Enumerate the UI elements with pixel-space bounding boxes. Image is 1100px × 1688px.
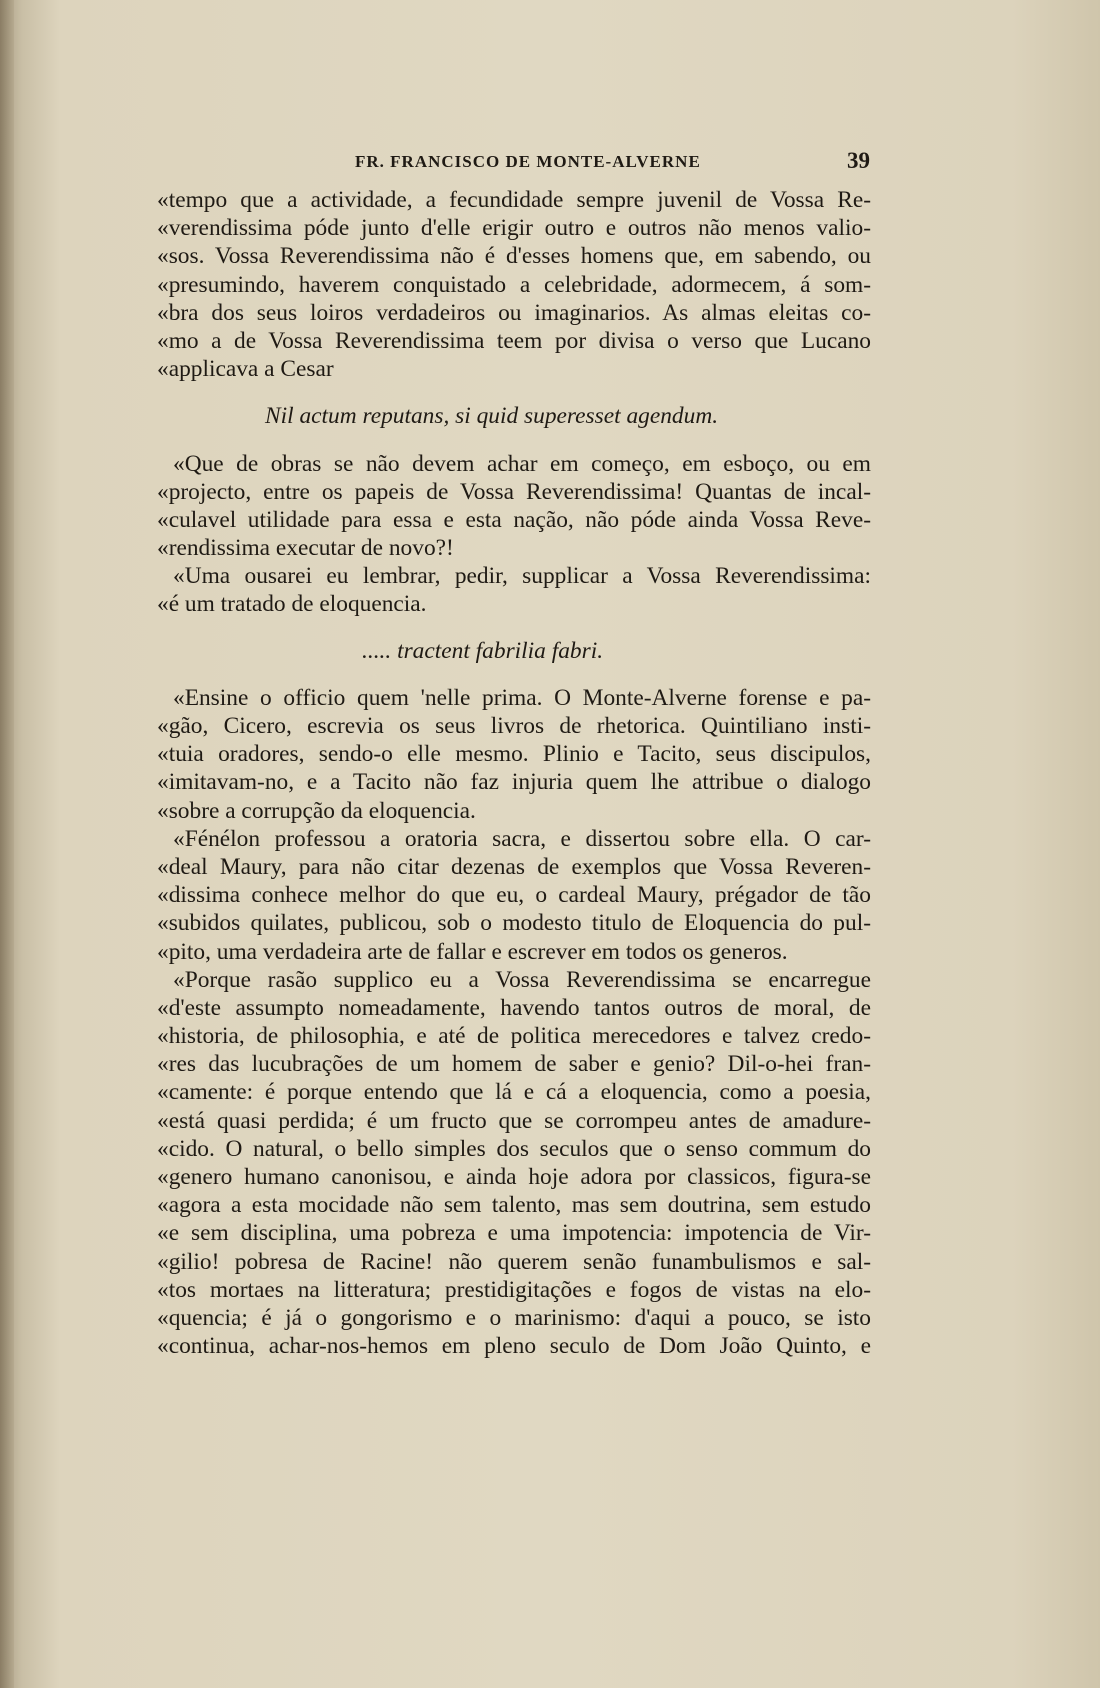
text-line: «genero humano canonisou, e ainda hoje adora por classicos, figura-se <box>157 1164 871 1190</box>
text-line: «d'este assumpto nomeadamente, havendo tantos outros de moral, de <box>157 994 871 1021</box>
text-line: «culavel utilidade para essa e esta nação, não póde ainda Vossa Reve- <box>157 506 871 533</box>
text-line: «está quasi perdida; é um fructo que se corrompeu antes de amadure- <box>157 1107 871 1134</box>
text-line: «camente: é porque entendo que lá e cá a eloquencia, como a poesia, <box>157 1079 871 1106</box>
body-text <box>157 186 871 1360</box>
page-header <box>140 148 870 178</box>
text-line: «mo a de Vossa Reverendissima teem por divisa o verso que Lucano <box>157 327 871 354</box>
text-line: «Porque rasão supplico eu a Vossa Reverendissima se encarregue <box>173 966 871 993</box>
text-line: «Fénélon professou a oratoria sacra, e dissertou sobre ella. O car- <box>173 825 871 852</box>
text-line: «tos mortaes na litteratura; prestidigitações e fogos de vistas na elo- <box>157 1276 871 1303</box>
text-line: «imitavam-no, e a Tacito não faz injuria quem lhe attribue o dialogo <box>157 769 871 796</box>
running-title: FR. FRANCISCO DE MONTE-ALVERNE <box>355 152 701 171</box>
paragraph <box>157 562 871 618</box>
latin-quote: ..... tractent fabrilia fabri. <box>362 637 604 664</box>
text-line: «projecto, entre os papeis de Vossa Reverendissima! Quantas de incal- <box>157 478 871 505</box>
latin-quote: Nil actum reputans, si quid superesset agendum. <box>265 403 719 430</box>
text-line: «Ensine o officio quem 'nelle prima. O Monte-Alverne forense e pa- <box>173 684 871 711</box>
text-line: «cido. O natural, o bello simples dos seculos que o senso commum do <box>157 1135 871 1162</box>
paragraph <box>157 186 871 383</box>
text-line: «rendissima executar de novo?! <box>157 535 454 562</box>
page-number: 39 <box>847 148 870 173</box>
text-line: «dissima conhece melhor do que eu, o cardeal Maury, prégador de tão <box>157 882 871 909</box>
text-line: «sos. Vossa Reverendissima não é d'esses homens que, em sabendo, ou <box>157 243 871 270</box>
text-line: «presumindo, haverem conquistado a celebridade, adormecem, á som- <box>157 271 871 298</box>
text-line: «verendissima póde junto d'elle erigir outro e outros não menos valio- <box>157 215 871 242</box>
text-line: «sobre a corrupção da eloquencia. <box>157 797 476 824</box>
text-line: «applicava a Cesar <box>157 356 334 383</box>
text-line: «res das lucubrações de um homem de saber e genio? Dil-o-hei fran- <box>157 1051 871 1078</box>
text-line: «continua, achar-nos-hemos em pleno seculo de Dom João Quinto, e <box>157 1333 871 1360</box>
page-spine-shadow <box>0 0 14 1688</box>
text-line: «é um tratado de eloquencia. <box>157 591 427 618</box>
text-line: «agora a esta mocidade não sem talento, mas sem doutrina, sem estudo <box>157 1192 871 1219</box>
text-line: «pito, uma verdadeira arte de fallar e escrever em todos os generos. <box>157 938 788 965</box>
text-line: «quencia; é já o gongorismo e o marinismo: d'aqui a pouco, se isto <box>157 1304 871 1331</box>
text-line: «Que de obras se não devem achar em começo, em esboço, ou em <box>173 450 871 477</box>
text-line: «subidos quilates, publicou, sob o modesto titulo de Eloquencia do pul- <box>157 910 871 937</box>
text-line: «deal Maury, para não citar dezenas de exemplos que Vossa Reveren- <box>157 853 871 880</box>
text-line: «tuia oradores, sendo-o elle mesmo. Plinio e Tacito, seus discipulos, <box>157 741 871 768</box>
paragraph <box>157 450 871 563</box>
text-line: «Uma ousarei eu lembrar, pedir, supplicar a Vossa Reverendissima: <box>173 563 871 590</box>
text-line: «bra dos seus loiros verdadeiros ou imaginarios. As almas eleitas co- <box>157 299 871 326</box>
text-line: «gilio! pobresa de Racine! não querem senão funambulismos e sal- <box>157 1248 871 1275</box>
paragraph <box>157 825 871 966</box>
text-line: «gão, Cicero, escrevia os seus livros de rhetorica. Quintiliano insti- <box>157 713 871 739</box>
text-line: «tempo que a actividade, a fecundidade sempre juvenil de Vossa Re- <box>157 187 871 213</box>
paragraph <box>157 966 871 1361</box>
text-line: «e sem disciplina, uma pobreza e uma impotencia: impotencia de Vir- <box>157 1220 871 1247</box>
paragraph <box>157 684 871 825</box>
text-line: «historia, de philosophia, e até de politica merecedores e talvez credo- <box>157 1023 871 1050</box>
